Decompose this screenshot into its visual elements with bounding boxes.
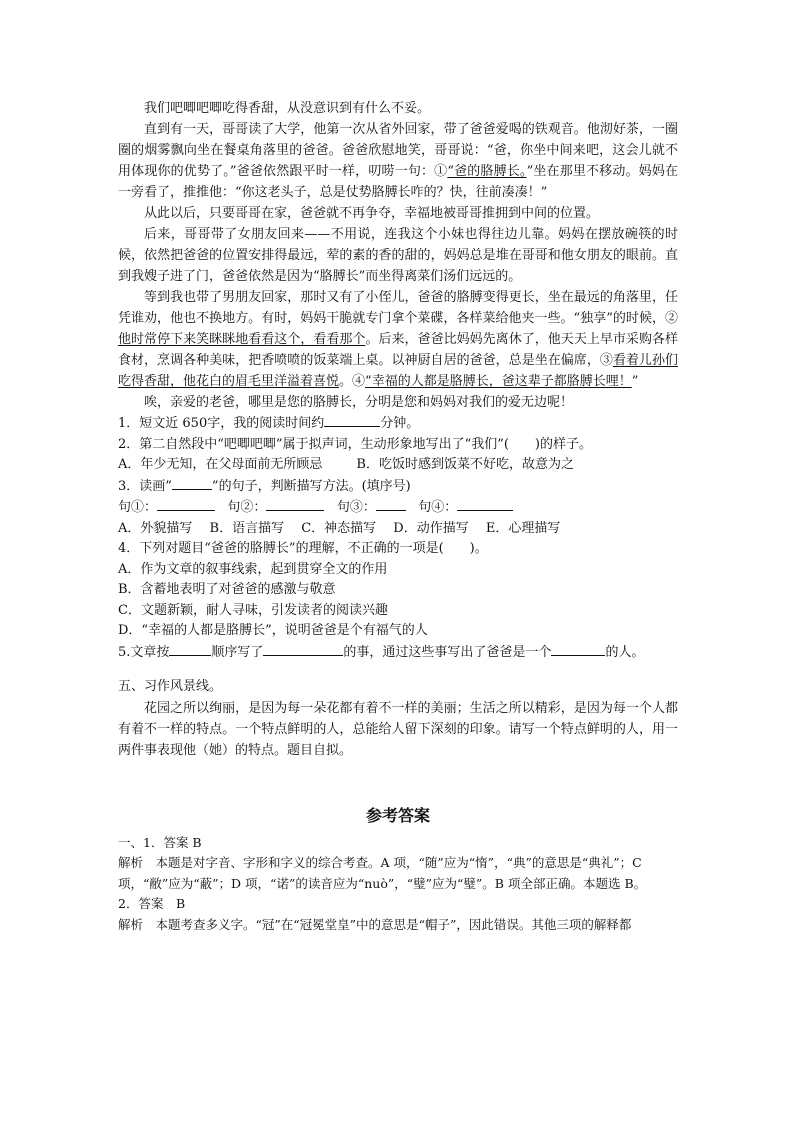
story-paragraph-2: 直到有一天，哥哥读了大学，他第一次从省外回家，带了爸爸爱喝的铁观音。他沏好茶，一圈圈的烟雾飘向坐在餐桌角落里的爸爸。爸爸欣慰地笑，哥哥说：“爸，你坐中间来吧，这会儿就不用体现你的优势了。”爸爸依然跟平时一样，叨唠一句：①“爸的胳膊长。”坐在那里不移动。妈妈在一旁看了，推推他：“你这老头子，总是仗势胳膊长咋的？快，往前凑凑！” xyxy=(118,122,678,200)
question-4-option-c: C．文题新颖，耐人寻味，引发读者的阅读兴趣 xyxy=(118,602,388,618)
question-2-options: A．年少无知，在父母面前无所顾忌 B．吃饭时感到饭菜不好吃，故意为之 xyxy=(118,457,574,472)
story-paragraph-1: 我们吧唧吧唧吃得香甜，从没意识到有什么不妥。 xyxy=(144,101,431,116)
sentence-marker-3: ③ xyxy=(599,353,613,368)
underlined-sentence-2: 他时常停下来笑眯眯地看看这个，看看那个 xyxy=(118,332,366,347)
writing-heading: 五、习作风景线。 xyxy=(118,679,223,694)
question-4-option-d: D．“幸福的人都是胳膊长”，说明爸爸是个有福气的人 xyxy=(118,623,428,638)
story-paragraph-3: 从此以后，只要哥哥在家，爸爸就不再争夺，幸福地被哥哥推拥到中间的位置。 xyxy=(144,206,600,221)
answer-2-label: 2．答案 B xyxy=(118,896,186,911)
story-paragraph-4: 后来，哥哥带了女朋友回来——不用说，连我这个小妹也得往边儿靠。妈妈在摆放碗筷的时候，依然把爸爸的位置安排得最远，荤的素的香的甜的，妈妈总是堆在哥哥和他女朋友的眼前。直到我嫂子进了门，爸爸依然是因为“胳膊长”而坐得离菜们汤们远远的。 xyxy=(118,227,678,284)
sentence-marker-4: ④ xyxy=(352,374,366,389)
question-2: 2．第二自然段中“吧唧吧唧”属于拟声词，生动形象地写出了“我们”( )的样子。 xyxy=(118,436,592,452)
question-4: 4．下列对题目“爸爸的胳膊长”的理解，不正确的一项是( )。 xyxy=(118,541,488,556)
writing-prompt: 花园之所以绚丽，是因为每一朵花都有着不一样的美丽；生活之所以精彩，是因为每一个人都有着不一样的特点。一个特点鲜明的人，总能给人留下深刻的印象。请写一个特点鲜明的人，用一两件事表现他（她）的特点。题目自拟。 xyxy=(118,700,678,758)
underlined-sentence-4: “幸福的人都是胳膊长，爸这辈子都胳膊长哩！ xyxy=(365,374,632,389)
answer-blank[interactable] xyxy=(324,413,380,427)
answer-blank[interactable] xyxy=(263,642,343,656)
question-1: 1．短文近 650字，我的阅读时间约 分钟。 xyxy=(118,413,678,435)
answer-1-explanation: 解析 本题是对字音、字形和字义的综合考查。A 项，“随”应为“惰”，“典”的意思是“典礼”；C 项，“敝”应为“蔽”；D 项，“诺”的读音应为“nuò”，“璧”应为“璧”。B 项全部正确。本题选 B。 xyxy=(118,855,647,891)
answer-1-label: 一、1．答案 B xyxy=(118,834,202,850)
question-3-blanks: 句①： 句②： 句③： 句④： xyxy=(118,497,678,519)
answer-blank[interactable] xyxy=(551,642,605,656)
document-page xyxy=(118,98,678,935)
story-paragraph-5: 等到我也带了男朋友回家，那时又有了小侄儿，爸爸的胳膊变得更长，坐在最远的角落里，任凭谁劝，他也不换地方。有时，妈妈干脆就专门拿个菜碟，各样菜给他夹一些。“独享”的时候，②他时常停下来笑眯眯地看看这个，看看那个。后来，爸爸比妈妈先离休了，他天天上早市采购各样食材，烹调各种美味，把香喷喷的饭菜端上桌。以神厨自居的爸爸，总是坐在偏席，③看着儿孙们吃得香甜，他花白的眉毛里洋溢着喜悦。④“幸福的人都是胳膊长，爸这辈子都胳膊长哩！” xyxy=(118,290,678,389)
question-5: 5.文章按 顺序写了 的事，通过这些事写出了爸爸是一个 的人。 xyxy=(118,642,678,664)
answer-blank[interactable] xyxy=(169,642,211,656)
answer-blank[interactable] xyxy=(376,497,406,511)
sentence-marker-2: ② xyxy=(664,311,678,326)
answers-title: 参考答案 xyxy=(365,805,430,825)
answer-blank[interactable] xyxy=(157,497,215,511)
story-paragraph-6: 唉，亲爱的老爸，哪里是您的胳膊长，分明是您和妈妈对我们的爱无边呢！ xyxy=(144,395,574,410)
question-3-options: A．外貌描写 B．语言描写 C．神态描写 D．动作描写 E．心理描写 xyxy=(118,520,561,536)
underlined-sentence-1: “爸的胳膊长。 xyxy=(447,164,527,179)
question-4-option-b: B．含蓄地表明了对爸爸的感激与敬意 xyxy=(118,582,336,597)
underlined-sentence-3: 看着儿孙们吃得香甜，他花白的眉毛里洋溢着喜悦 xyxy=(118,353,678,389)
sentence-marker-1: ① xyxy=(434,164,448,179)
answer-blank[interactable] xyxy=(172,476,212,490)
question-4-option-a: A．作为文章的叙事线索，起到贯穿全文的作用 xyxy=(118,561,388,577)
answer-blank[interactable] xyxy=(457,497,513,511)
question-3: 3．读画” ”的句子，判断描写方法。(填序号) xyxy=(118,476,678,498)
answer-2-explanation: 解析 本题考查多义字。“冠”在“冠冕堂皇”中的意思是“帽子”，因此错误。其他三项的解释都 xyxy=(118,916,632,932)
answer-blank[interactable] xyxy=(266,497,324,511)
